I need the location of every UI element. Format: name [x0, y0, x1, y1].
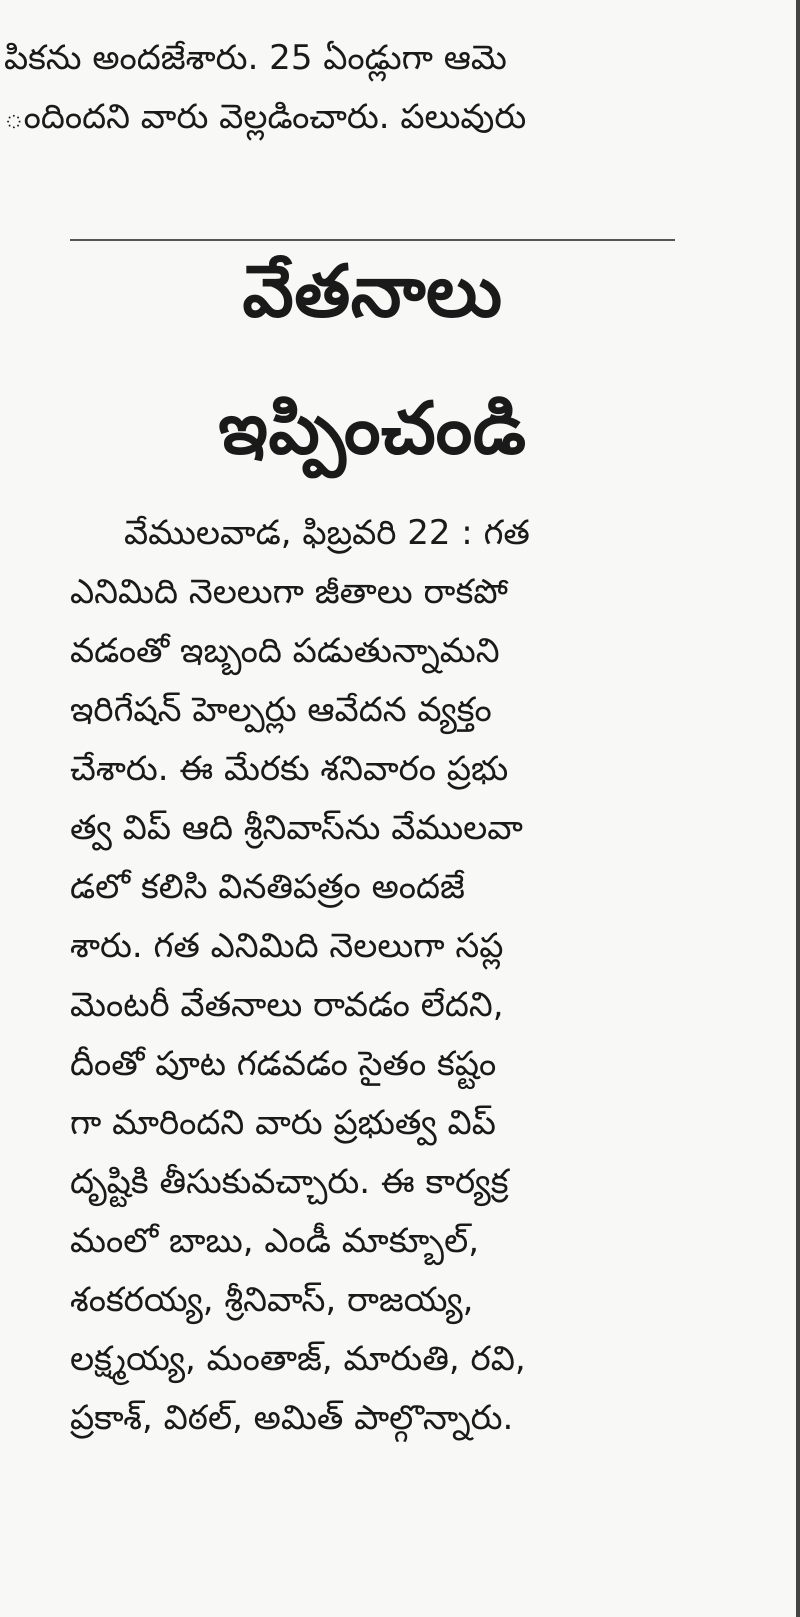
article-line: చేశారు. ఈ మేరకు శనివారం ప్రభు [70, 749, 509, 789]
article-line: ఇరిగేషన్ హెల్పర్లు ఆవేదన వ్యక్తం [70, 690, 492, 730]
article-line: గా మారిందని వారు ప్రభుత్వ విప్ [70, 1103, 496, 1143]
article-line: దృష్టికి తీసుకువచ్చారు. ఈ కార్యక్ర [70, 1162, 509, 1202]
article-line: వేములవాడ, ఫిబ్రవరి 22 : గత [124, 513, 530, 553]
article-line: శంకరయ్య, శ్రీనివాస్, రాజయ్య, [70, 1280, 474, 1320]
article-line: శారు. గత ఎనిమిది నెలలుగా సప్ల [70, 926, 504, 966]
previous-article-line [4, 0, 774, 29]
headline-line-1: వేతనాలు [242, 249, 503, 333]
article-line: ఎనిమిది నెలలుగా జీతాలు రాకపో [70, 572, 508, 612]
article-line: మెంటరీ వేతనాలు రావడం లేదని, [70, 985, 504, 1025]
article-line: వడంతో ఇబ్బంది పడుతున్నామని [70, 631, 500, 671]
article-line: డలో కలిసి వినతిపత్రం అందజే [70, 867, 465, 907]
previous-article-tail [4, 0, 774, 147]
article-line: త్వ విప్ ఆది శ్రీనివాస్‌ను వేములవా [70, 808, 523, 848]
headline-line-2: ఇప్పించండి [218, 386, 527, 470]
article-body [70, 504, 675, 1448]
article-line: మంలో బాబు, ఎండీ మాక్బూల్, [70, 1221, 479, 1261]
article-line: లక్ష్మయ్య, మంతాజ్, మారుతి, రవి, [70, 1339, 526, 1379]
previous-article-line: పికను అందజేశారు. 25 ఏండ్లుగా ఆమె [4, 38, 507, 78]
previous-article-line: ందిందని వారు వెల్లడించారు. పలువురు [4, 97, 527, 137]
article-line: ప్రకాశ్, విఠల్, అమిత్ పాల్గొన్నారు. [70, 1398, 514, 1438]
section-divider [70, 239, 675, 241]
article-line: దీంతో పూట గడవడం సైతం కష్టం [70, 1044, 497, 1084]
column-rule [796, 0, 800, 1617]
